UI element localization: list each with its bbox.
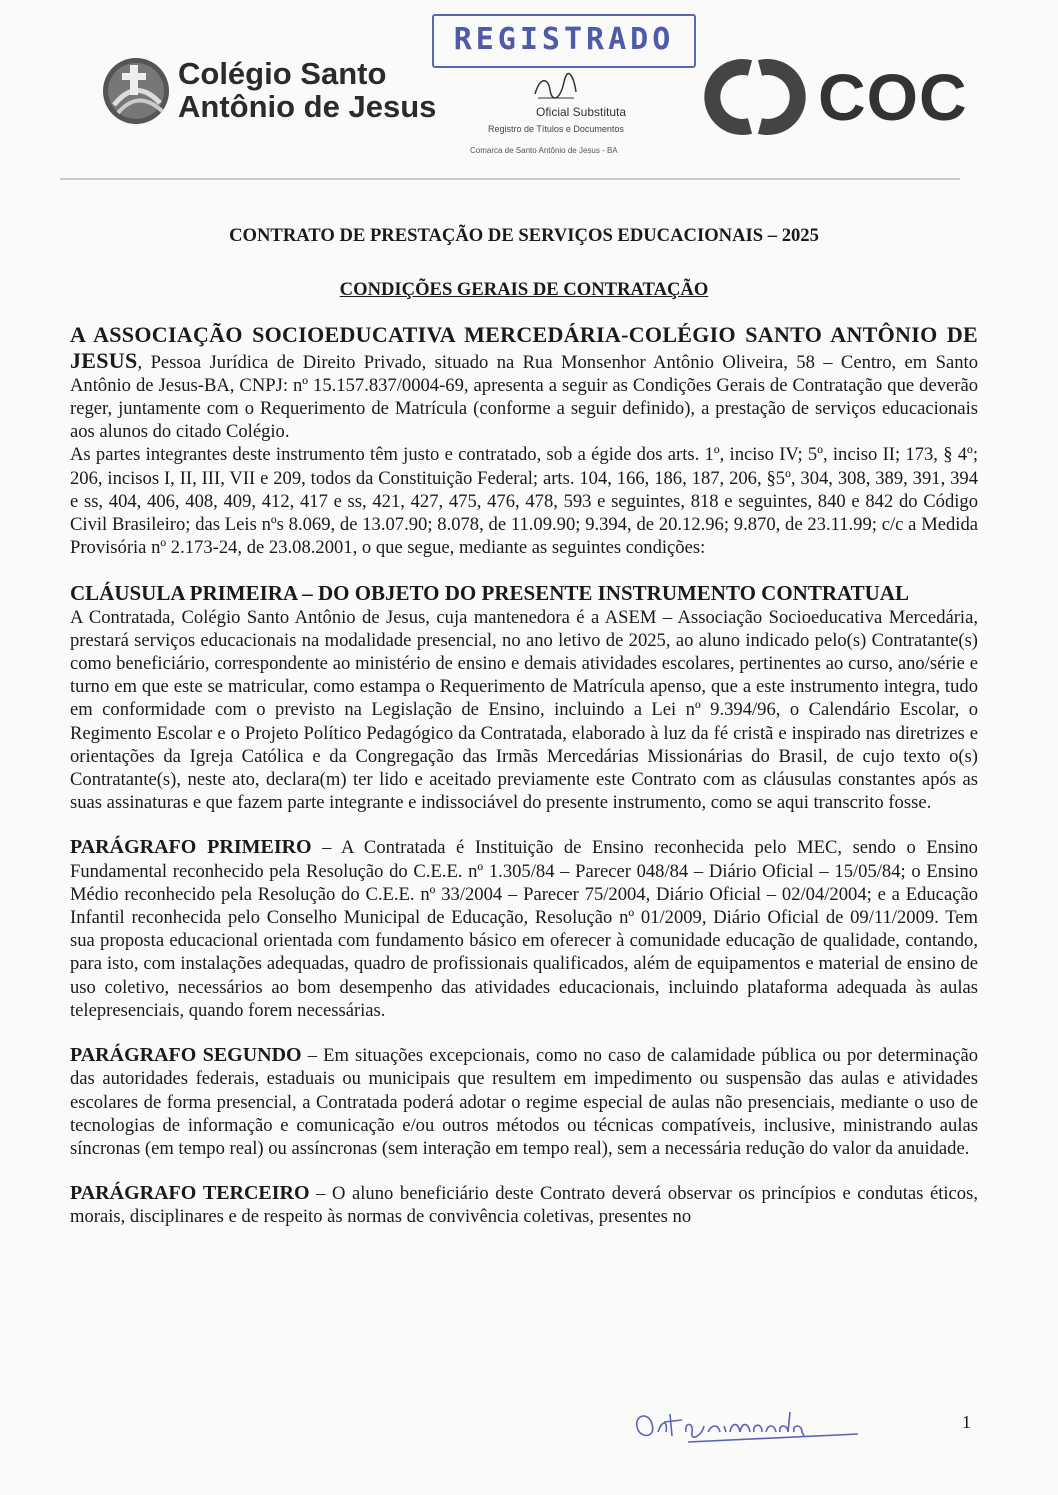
contract-subtitle: CONDIÇÕES GERAIS DE CONTRATAÇÃO — [339, 279, 709, 301]
contract-body — [70, 224, 978, 1229]
notary-line3: Comarca de Santo Antônio de Jesus - BA — [470, 146, 618, 155]
coc-logo — [700, 58, 968, 136]
clause-1-body: A Contratada, Colégio Santo Antônio de Jesus, cuja mantenedora é a ASEM – Associação Socioeducativa Mercedária, prestará serviços educacionais na modalidade presencial, no ano letivo de 2025, ao aluno indicado pelo(s) Contratante(s) como beneficiário, correspondente ao ministério de ensino e demais atividades escolares, pertinentes ao curso, ano/série e turno em que este se matricular, como estampa o Requerimento de Matrícula apenso, que a este instrumento integra, tudo em conformidade com o previsto na Legislação de Ensino, incluindo a Lei nº 9.394/96, o Calendário Escolar, o Regimento Escolar e o Projeto Político Pedagógico da Contratada, elaborado à luz da fé cristã e inspirado nas diretrizes e orientações da Igreja Católica e da Congregação das Irmãs Mercedárias Missionárias do Brasil, de cujo texto o(s) Contratante(s), neste ato, declara(m) ter lido e aceitado previamente este Contrato com as cláusulas constantes após as suas assinaturas e que fazem parte integrante e indissociável do presente instrumento, como se aqui transcrito fosse. — [70, 606, 978, 814]
stamp-text: REGISTRADO — [453, 22, 675, 57]
paragraph-primeiro-heading: PARÁGRAFO PRIMEIRO — [70, 836, 312, 859]
notary-signature-icon — [530, 72, 580, 102]
initials-signature-icon — [628, 1402, 878, 1448]
paragraph-primeiro-text: – A Contratada é Instituição de Ensino reconhecida pelo MEC, sendo o Ensino Fundamental reconhecido pela Resolução do C.E.E. nº 1.305/84 – Parecer 048/84 – Diário Oficial – 15/05/84; o Ensino Médio reconhecido pela Resolução do C.E.E. nº 33/2004 – Parecer 75/2004, Diário Oficial – 02/04/2004; e a Educação Infantil reconhecida pelo Conselho Municipal de Educação, Resolução nº 01/2009, Diário Oficial de 09/11/2009. Tem sua proposta educacional orientada com fundamento básico em oferecer à comunidade educação de qualidade, contando, para isto, com instalações adequadas, quadro de profissionais qualificados, além de equipamentos e material de ensino de uso coletivo, necessários ao bom desempenho das atividades educacionais, incluindo plataforma adequada às aulas telepresenciais, quando forem necessárias. — [70, 837, 978, 1021]
intro-heading: A ASSOCIAÇÃO SOCIOEDUCATIVA MERCEDÁRIA-COLÉGIO SANTO ANTÔNIO DE JESUS — [70, 322, 978, 373]
paragraph-segundo-heading: PARÁGRAFO SEGUNDO — [70, 1044, 302, 1067]
letterhead — [0, 0, 1058, 180]
school-name-line1: Colégio Santo — [178, 56, 387, 92]
registered-stamp — [432, 14, 696, 68]
intro-text: , Pessoa Jurídica de Direito Privado, situado na Rua Monsenhor Antônio Oliveira, 58 – Centro, em Santo Antônio de Jesus-BA, CNPJ: nº 15.157.837/0004-69, apresenta a seguir as Condições Gerais de Contratação que deverão reger, juntamente com o Requerimento de Matrícula (conforme a seguir definido), a prestação de serviços educacionais aos alunos do citado Colégio. — [70, 351, 978, 443]
header-divider — [60, 178, 960, 180]
paragraph-segundo-text: – Em situações excepcionais, como no caso de calamidade pública ou por determinação das autoridades federais, estaduais ou municipais que resultem em impedimento ou suspensão das aulas e atividades escolares de forma presencial, a Contratada poderá adotar o regime especial de aulas não presenciais, mediante o uso de tecnologias de informação e comunicação e/ou outros métodos ou técnicas compatíveis, inclusive, ministrando aulas síncronas (em tempo real) ou assíncronas (sem interação em tempo real), sem a necessária redução do valor da anuidade. — [70, 1045, 979, 1159]
paragraph-terceiro-heading: PARÁGRAFO TERCEIRO — [70, 1182, 310, 1205]
notary-line1: Oficial Substituta — [536, 105, 627, 119]
contract-title: CONTRATO DE PRESTAÇÃO DE SERVIÇOS EDUCACIONAIS – 2025 — [229, 225, 819, 246]
intro-paragraph — [70, 323, 978, 443]
page-number: 1 — [962, 1412, 971, 1432]
paragraph-primeiro — [70, 836, 978, 1022]
paragraph-terceiro-text: – O aluno beneficiário deste Contrato deverá observar os princípios e condutas éticos, morais, disciplinares e de respeito às normas de convivência coletivas, presentes no — [70, 1183, 978, 1228]
school-name-line2: Antônio de Jesus — [178, 89, 437, 124]
paragraph-terceiro — [70, 1182, 978, 1228]
notary-line2: Registro de Títulos e Documentos — [488, 124, 624, 134]
coc-wordmark: COC — [818, 60, 968, 134]
paragraph-segundo — [70, 1044, 978, 1160]
notary-seal — [470, 72, 690, 162]
coc-emblem-icon — [700, 58, 810, 136]
school-emblem-icon — [100, 55, 172, 127]
school-logo — [100, 55, 436, 127]
clause-1-title: CLÁUSULA PRIMEIRA – DO OBJETO DO PRESENTE INSTRUMENTO CONTRATUAL — [70, 581, 909, 606]
legal-basis-paragraph: As partes integrantes deste instrumento têm justo e contratado, sob a égide dos arts. 1º, inciso IV; 5º, inciso II; 173, § 4º; 206, incisos I, II, III, VII e 209, todos da Constituição Federal; arts. 104, 166, 186, 187, 206, §5º, 304, 308, 389, 391, 394 e ss, 404, 406, 408, 409, 412, 417 e ss, 421, 427, 475, 476, 478, 593 e seguintes, 818 e seguintes, 840 e 842 do Código Civil Brasileiro; das Leis nºs 8.069, de 13.07.90; 8.078, de 11.09.90; 9.394, de 20.12.96; 9.870, de 23.11.99; c/c a Medida Provisória nº 2.173-24, de 23.08.2001, o que segue, mediante as seguintes condições: — [70, 444, 978, 559]
school-name — [178, 58, 436, 123]
